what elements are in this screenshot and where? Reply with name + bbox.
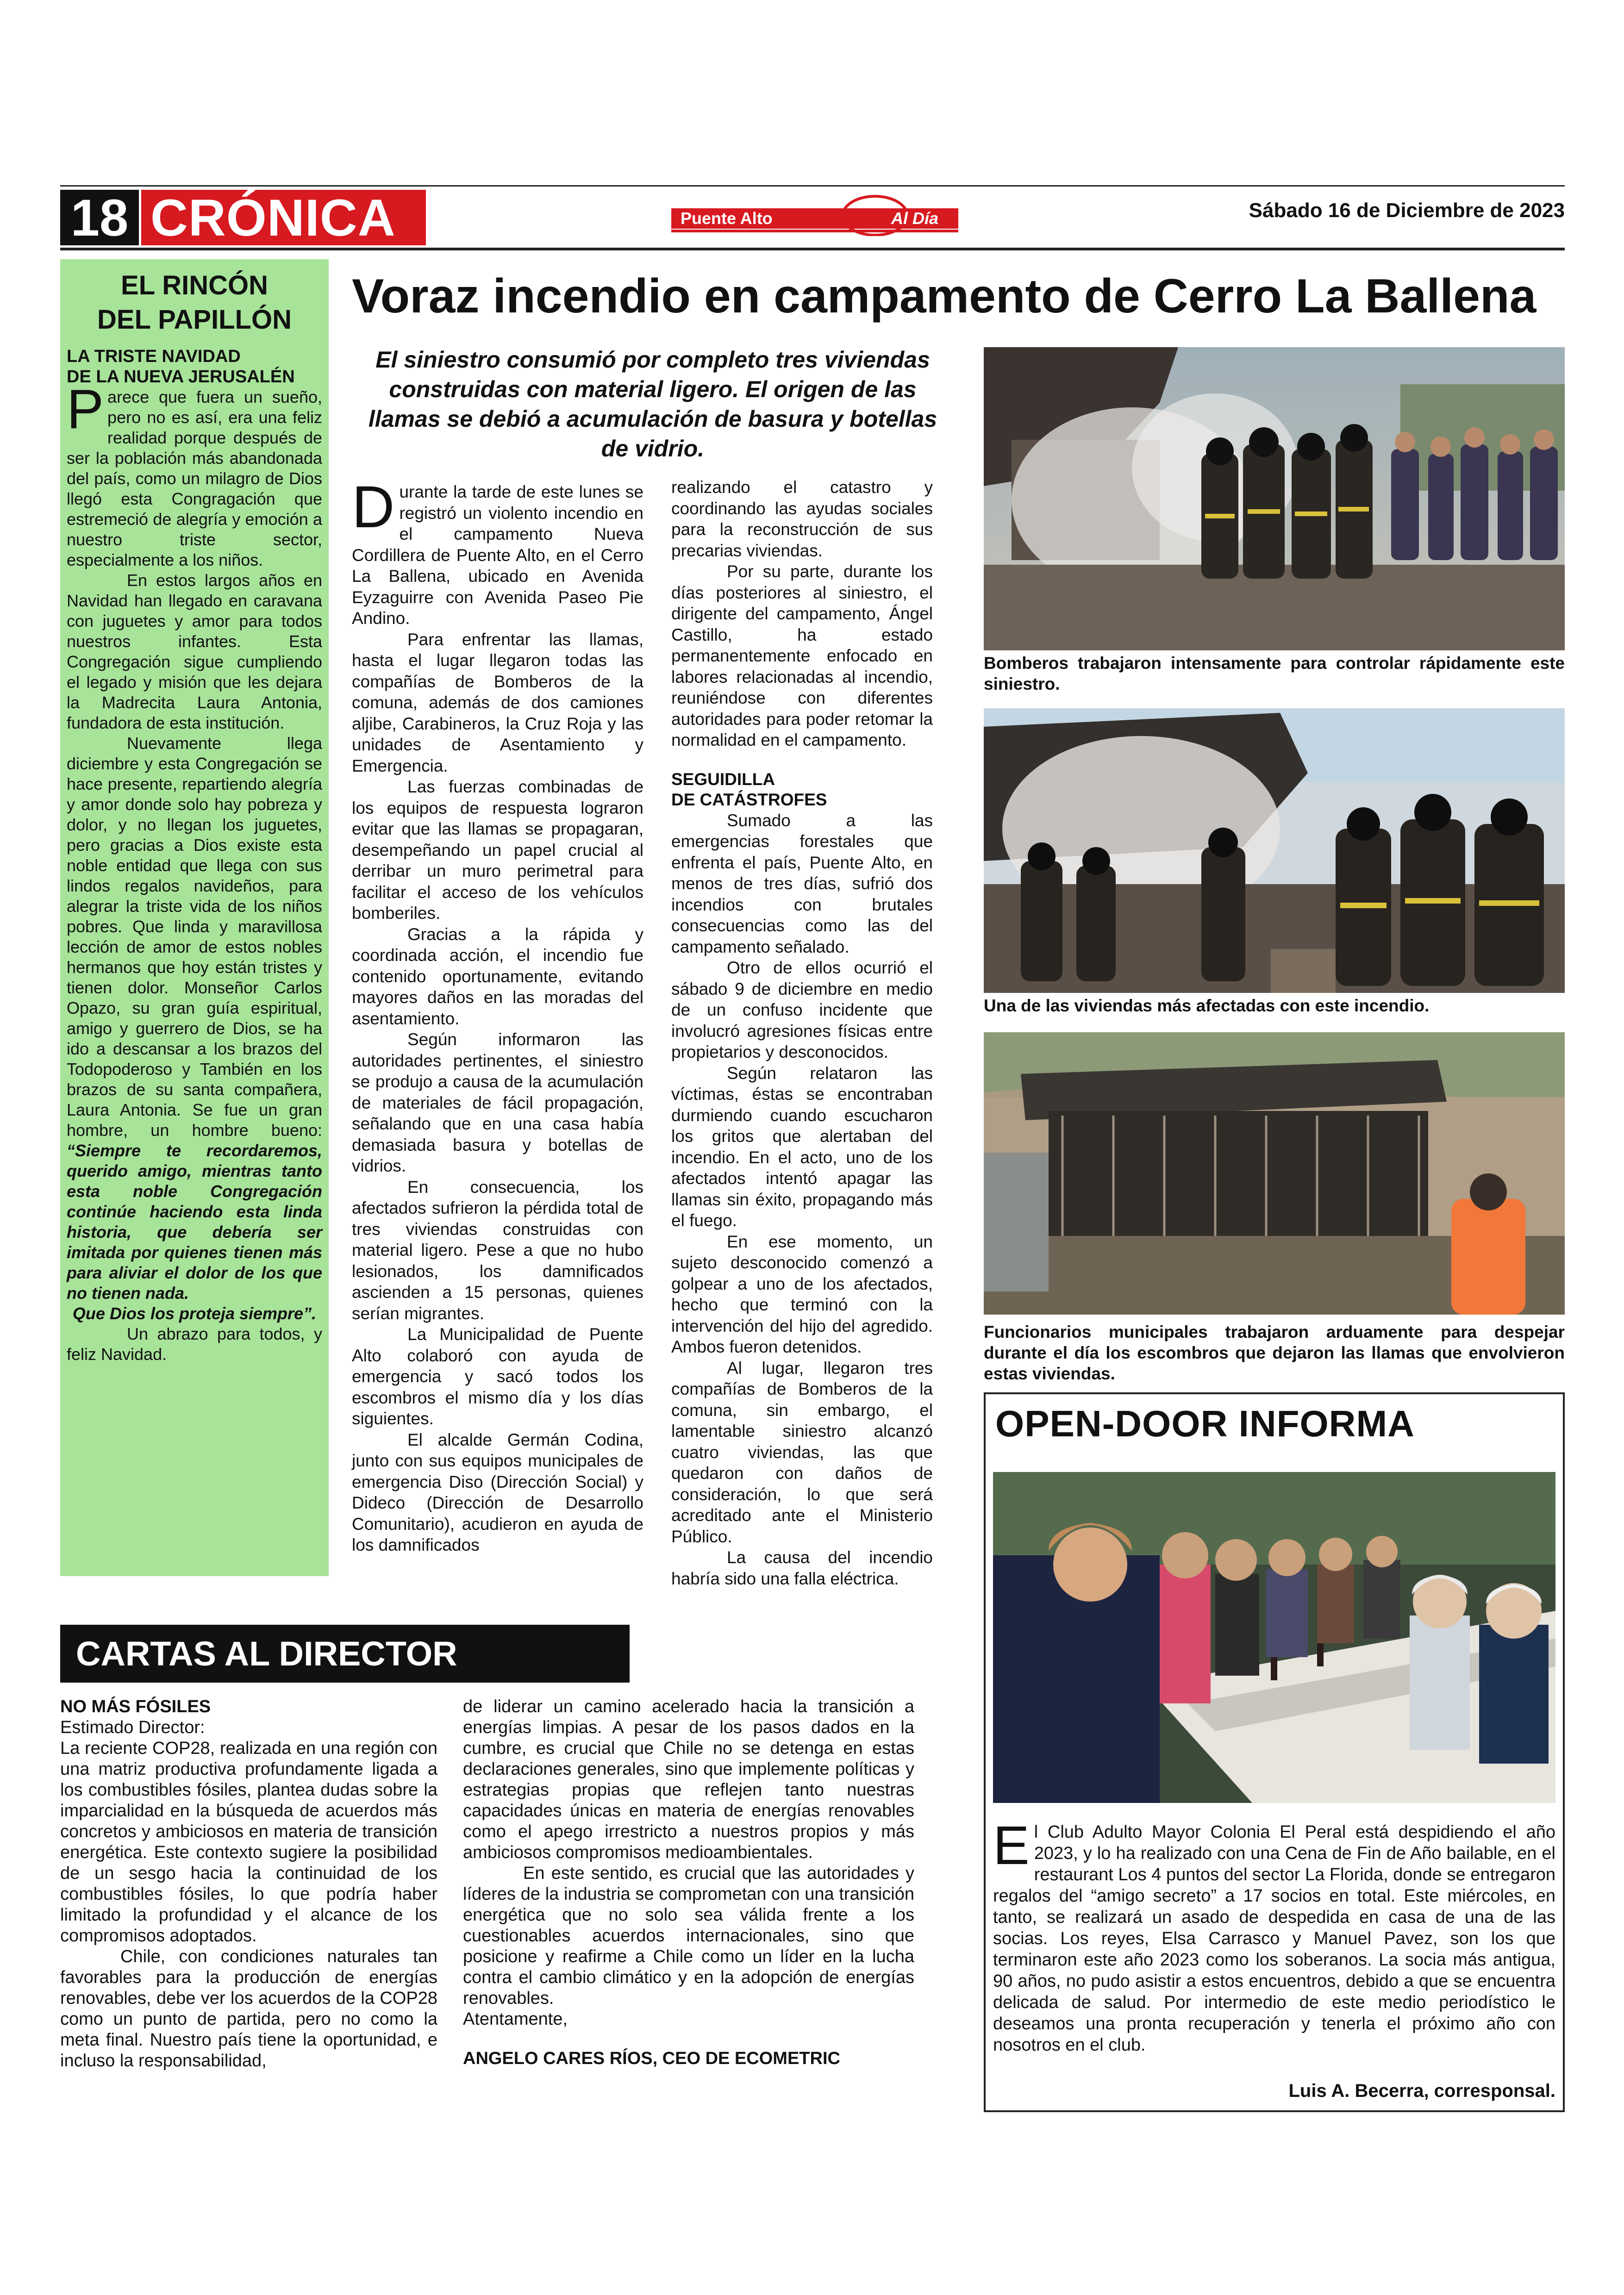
article-dropcap: D [352,474,395,540]
sidebar-title-line1: EL RINCÓN [121,270,268,300]
article-paragraph: Las fuerzas combinadas de los equipos de respuesta lograron evitar que las llamas se propagaran, desempeñando un papel crucial al derribar un muro perimetral para facilitar el acceso de los vehículos bomberiles. [352,777,643,923]
sidebar-subhead-line1: LA TRISTE NAVIDAD [67,347,241,366]
letter-signature: ANGELO CARES RÍOS, CEO DE ECOMETRIC [463,2049,840,2068]
letter-paragraph: La reciente COP28, realizada en una región con una matriz productiva profundamente ligada a los combustibles fósiles, plantea dudas sobre la imparcialidad en la búsqueda de acuerdos más concretos y ambiciosos en materia de transición energética. Este contexto sugiere la posibilidad de un sesgo hacia la continuidad de los combustibles fósiles, lo que podría haber limitado la profundidad y el alcance de los compromisos adoptados. [60,1739,437,1946]
letter-paragraph: de liderar un camino acelerado hacia la transición a energías limpias. A pesar de los pasos dados en la cumbre, es crucial que Chile no se detenga en estas declaraciones generales, sino que implemente políticas y estrategias propias que reflejen tanto nuestras capacidades únicas en materia de energías renovables como el apego irrestricto a nuestros propios y más ambiciosos compromisos medioambientales. [463,1697,914,1862]
sidebar-title-line2: DEL PAPILLÓN [97,305,292,335]
sidebar-paragraph [67,733,322,1303]
article-paragraph-text: urante la tarde de este lunes se registró un violento incendio en el campamento Nueva Cordillera de Puente Alto, en el Cerro La Ballena, ubicado en Avenida Eyzaguirre con Avenida Paseo Pie Andino. [352,482,643,628]
letters-section-bar: CARTAS AL DIRECTOR [60,1625,630,1683]
sidebar-column [60,259,329,1576]
letter-title: NO MÁS FÓSILES [60,1697,211,1716]
article-column-2 [671,477,933,1589]
article-subhead-line2: DE CATÁSTROFES [671,790,827,809]
article-subhead-line1: SEGUIDILLA [671,769,775,789]
masthead-logo [671,194,958,236]
article-column-1 [352,474,643,1556]
article-paragraph: En consecuencia, los afectados sufrieron la pérdida total de tres viviendas construidas con material ligero. Pese a que no hubo lesionados, los damnificados ascienden a 15 personas, quienes serían migrantes. [352,1177,643,1323]
opendoor-text-body: l Club Adulto Mayor Colonia El Peral está despidiendo el año 2023, y lo ha realizado con una Cena de Fin de Año bailable, en el restaurant Los 4 puntos del sector La Florida, donde se entregaron regalos del “amigo secreto” a 17 socios en total. Este miércoles, en tanto, se realizará un asado de despedida en casa de una de las socias. Los reyes, Elsa Carrasco y Manuel Pavez, son los que terminaron este año 2023 como los soberanos. La socia más antigua, 90 años, no pudo asistir a estos encuentros, debido a que se encuentra delicada de salud. Por intermedio de este medio periodístico le deseamos una pronta recuperación y tenerla el próximo año con nosotros en el club. [993,1822,1555,2055]
sidebar-quote: “Siempre te recordaremos, querido amigo, mientras tanto esta noble Congregación continúe haciendo esta linda historia, que debería ser imitada por quienes tienen más para aliviar el dolor de los que no tienen nada. [67,1141,322,1303]
sidebar-closing: Un abrazo para todos, y feliz Navidad. [67,1324,322,1364]
article-paragraph: Por su parte, durante los días posteriores al siniestro, el dirigente del campamento, Ángel Castillo, ha estado permanentemente enfocado en labores relacionadas al incendio, reuniéndose con diferentes autoridades para poder retomar la normalidad en el campamento. [671,562,933,749]
sidebar-subhead-line2: DE LA NUEVA JERUSALÉN [67,367,295,387]
photo-burned-house [984,708,1565,993]
article-deck: El siniestro consumió por completo tres viviendas construidas con material ligero. El origen de las llamas se debió a acumulación de basura y botellas de vidrio. [368,347,937,461]
masthead-logo-graphic [671,194,958,236]
sidebar-subhead [67,346,322,387]
article-paragraph: Otro de ellos ocurrió el sábado 9 de diciembre en medio de un confuso incidente que involucró agresiones físicas entre propietarios y desconocidos. [671,958,933,1061]
sidebar-title [67,268,322,337]
photo-caption-firefighters: Bomberos trabajaron intensamente para controlar rápidamente este siniestro. [984,654,1565,693]
issue-date: Sábado 16 de Diciembre de 2023 [1249,199,1565,222]
article-headline: Voraz incendio en campamento de Cerro La Ballena [352,269,1537,323]
letters-column-2 [463,1696,914,2069]
opendoor-title: OPEN-DOOR INFORMA [995,1403,1415,1444]
sidebar-paragraph-text: Nuevamente llega diciembre y esta Congregación se hace presente, repartiendo alegría y amor donde solo hay pobreza y dolor, y no llegan los juguetes, pero gracias a Dios existe esta noble entidad que llega con sus lindos regalos navideños, para alegrar la triste vida de los niños pobres. Que linda y maravillosa lección de amor de estos nobles hermanos que hoy están tristes y tienen dolor. Monseñor Carlos Opazo, su gran guía espiritual, amigo y guerrero de Dios, se ha ido a descansar a los brazos del Todopoderoso y También en los brazos de su santa compañera, Laura Antonia. Se fue un gran hombre, un hombre bueno: [67,734,322,1140]
article-subhead [671,769,933,810]
sidebar-paragraph-text: arece que fuera un sueño, pero no es así, era una feliz realidad porque después de ser la población más abandonada del país, como un milagro de Dios llegó esta Congragación que estremeció de alegría y emoción a nuestro triste sector, especialmente a los niños. [67,387,322,569]
article-paragraph: Según informaron las autoridades pertinentes, el siniestro se produjo a causa de la acumulación de materiales de fácil propagación, señalando que en una casa había demasiada basura y botellas de vidrios. [352,1030,643,1175]
article-paragraph: El alcalde Germán Codina, junto con sus equipos municipales de emergencia Diso (Dirección Social) y Dideco (Dirección de Desarrollo Comunitario), acudieron en ayuda de los damnificados [352,1430,643,1554]
letter-closing: Atentamente, [463,2009,568,2029]
section-title: CRÓNICA [141,190,426,245]
sidebar-blessing: Que Dios los proteja siempre”. [72,1304,317,1323]
article-paragraph: realizando el catastro y coordinando las ayudas sociales para la reconstrucción de sus precarias viviendas. [671,478,933,560]
article-paragraph: Según relataron las víctimas, éstas se encontraban durmiendo cuando escucharon los gritos que alertaban del incendio. En el acto, uno de los afectados intentó apagar las llamas sin éxito, propagando más el fuego. [671,1063,933,1230]
article-paragraph: La causa del incendio habría sido una falla eléctrica. [671,1548,933,1588]
sidebar-paragraph [67,378,322,570]
header-top-rule [60,185,1565,187]
article-paragraph: Para enfrentar las llamas, hasta el lugar llegaron todas las compañías de Bomberos de la comuna, además de dos camiones aljibe, Carabineros, la Cruz Roja y las unidades de Asentamiento y Emergencia. [352,630,643,775]
masthead-left-text: Puente Alto [681,209,773,228]
article-paragraph: En ese momento, un sujeto desconocido comenzó a golpear a uno de los afectados, hecho que terminó con la intervención del hijo del agredido. Ambos fueron detenidos. [671,1232,933,1356]
sidebar-dropcap: P [67,378,104,440]
sidebar-paragraph: En estos largos años en Navidad han llegado en caravana con juguetes y amor para todos nuestros infantes. Esta Congregación sigue cumpliendo el legado y misión que les dejara la Madrecita Laura Antonia, fundadora de esta institución. [67,571,322,732]
photo-club-dinner [993,1472,1555,1803]
page-number: 18 [60,190,139,245]
opendoor-signature: Luis A. Becerra, corresponsal. [1288,2081,1555,2101]
photo-municipal-workers [984,1032,1565,1315]
masthead-right-text: Al Día [891,209,939,228]
photo-caption-burned-house: Una de las viviendas más afectadas con este incendio. [984,996,1430,1015]
photo-firefighters [984,347,1565,650]
header-bottom-rule [60,248,1565,250]
letter-paragraph: Chile, con condiciones naturales tan favorables para la producción de energías renovables, debe ver los acuerdos de la COP28 como un punto de partida, pero no como la meta final. Nuestro país tiene la oportunidad, e incluso la responsabilidad, [60,1947,437,2070]
article-paragraph [352,474,643,629]
opendoor-text [993,1815,1555,2056]
letters-column-1 [60,1696,437,2071]
letter-salutation: Estimado Director: [60,1718,205,1737]
article-paragraph: Sumado a las emergencias forestales que enfrenta el país, Puente Alto, en menos de tres días, sufrió dos incendios con brutales consecuencias como las del campamento señalado. [671,811,933,956]
article-paragraph: Gracias a la rápida y coordinada acción, el incendio fue contenido oportunamente, evitando mayores daños en las moradas del asentamiento. [352,924,643,1028]
letter-paragraph: En este sentido, es crucial que las autoridades y líderes de la industria se comprometan con una transición energética que no solo sea válida frente a los cuestionables acuerdos internacionales, sino que posicione y reafirme a Chile como un líder en la lucha contra el cambio climático y en la adopción de energías renovables. [463,1864,914,2008]
opendoor-dropcap: E [993,1815,1030,1876]
article-paragraph: La Municipalidad de Puente Alto colaboró con ayuda de emergencia y sacó todos los escombros el mismo día y los días siguientes. [352,1325,643,1428]
photo-caption-municipal-workers: Funcionarios municipales trabajaron arduamente para despejar durante el día los escombros que dejaron las llamas que envolvieron estas viviendas. [984,1322,1565,1383]
article-paragraph: Al lugar, llegaron tres compañías de Bomberos de la comuna, sin embargo, el lamentable siniestro alcanzó cuatro viviendas, las que quedaron con daños de consideración, lo que será acreditado ante el Ministerio Público. [671,1358,933,1546]
